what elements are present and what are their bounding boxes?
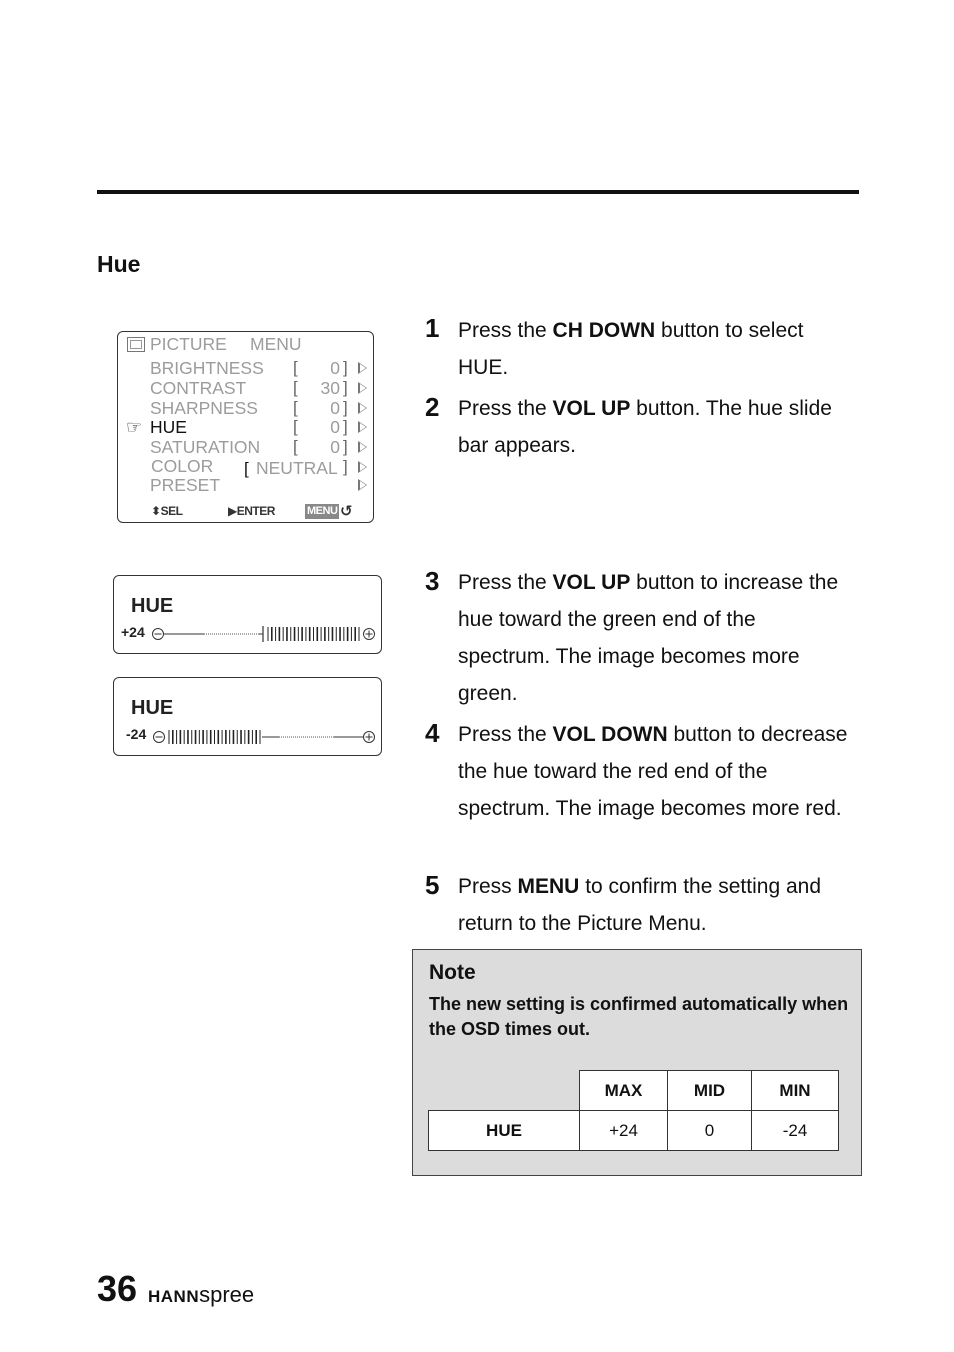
bracket-left-icon: [	[244, 459, 249, 478]
table-header-row	[429, 1071, 839, 1111]
step-text	[458, 390, 853, 464]
osd-row-color	[118, 457, 373, 477]
bracket-right-icon: ]	[343, 358, 348, 377]
triangle-right-icon	[358, 461, 367, 473]
osd-menu-title-menu: MENU	[250, 334, 302, 354]
section-title: Hue	[97, 251, 141, 277]
hue-bar-value: +24	[121, 624, 145, 640]
bracket-right-icon: ]	[343, 417, 348, 436]
bracket-right-icon: ]	[343, 457, 348, 476]
note-box	[412, 949, 862, 1176]
step-pre: Press the	[458, 397, 553, 420]
step-pre: Press the	[458, 723, 553, 746]
bracket-left-icon: [	[293, 378, 298, 397]
triangle-right-icon	[358, 421, 367, 433]
note-title: Note	[429, 961, 476, 984]
step-number: 2	[425, 392, 440, 422]
osd-row-brightness	[118, 358, 373, 378]
table-row	[429, 1111, 839, 1151]
step-text	[458, 868, 853, 942]
triangle-right-icon	[358, 479, 367, 491]
table-row-label: HUE	[429, 1111, 580, 1151]
osd-row-sharpness	[118, 398, 373, 418]
step-text	[458, 716, 853, 827]
table-header-cell: MIN	[752, 1071, 839, 1111]
note-text: The new setting is confirmed automatically when the OSD times out.	[429, 994, 849, 1039]
step-key: CH DOWN	[552, 319, 656, 342]
osd-footer-sel-label: SEL	[160, 504, 183, 518]
osd-menu-title-picture: PICTURE	[150, 334, 227, 354]
osd-row-value: 30	[320, 378, 340, 398]
osd-row-label: SATURATION	[150, 437, 261, 457]
bracket-left-icon: [	[293, 398, 298, 417]
triangle-right-icon	[358, 382, 367, 394]
step-post: button to decrease the hue toward the red end of the spectrum. The image becomes more red.	[458, 723, 848, 820]
step-key: VOL UP	[552, 571, 631, 594]
hue-bar-label: HUE	[131, 595, 174, 617]
osd-row-preset	[118, 475, 373, 495]
osd-row-label: COLOR	[151, 456, 214, 476]
step-pre: Press the	[458, 571, 553, 594]
osd-row-value: 0	[330, 417, 340, 437]
step-post: to confirm the setting and return to the Picture Menu.	[458, 875, 821, 935]
minus-circle-icon	[154, 732, 165, 743]
hue-slide-bar-max	[113, 575, 382, 654]
step-text	[458, 312, 853, 386]
plus-circle-icon	[364, 629, 375, 640]
table-header-cell: MAX	[580, 1071, 668, 1111]
step-text	[458, 564, 853, 712]
step-pre: Press the	[458, 319, 553, 342]
bracket-left-icon: [	[293, 437, 298, 456]
step-post: button to increase the hue toward the green end of the spectrum. The image becomes more green.	[458, 571, 839, 705]
step-number: 4	[425, 718, 440, 748]
hue-range-table	[428, 1070, 839, 1151]
bracket-left-icon: [	[293, 358, 298, 377]
step-number: 5	[425, 870, 440, 900]
bracket-right-icon: ]	[343, 437, 348, 456]
osd-row-label: PRESET	[150, 475, 221, 495]
step-pre: Press	[458, 875, 518, 898]
table-cell: -24	[752, 1111, 839, 1151]
osd-row-label: HUE	[150, 417, 187, 437]
step-post: button to select HUE.	[458, 319, 804, 379]
hue-slide-bar-min	[113, 677, 382, 756]
brand-logo	[148, 1282, 254, 1308]
pointing-hand-icon: ☞	[126, 417, 143, 437]
table-cell: +24	[580, 1111, 668, 1151]
osd-row-saturation	[118, 437, 373, 457]
hue-level-ticks	[268, 627, 359, 641]
osd-row-label: CONTRAST	[150, 378, 247, 398]
osd-picture-menu	[117, 331, 374, 523]
triangle-right-icon	[358, 441, 367, 453]
step-key: VOL UP	[552, 397, 631, 420]
hue-bar-graphic-max	[114, 576, 383, 655]
play-arrow-icon: ▶	[228, 504, 237, 518]
plus-circle-icon	[364, 732, 375, 743]
osd-footer-enter	[228, 504, 275, 518]
hue-bar-value: -24	[126, 726, 147, 742]
bracket-left-icon: [	[293, 417, 298, 436]
osd-footer-enter-label: ENTER	[236, 504, 275, 518]
up-down-arrows-icon: ⬍	[151, 504, 161, 518]
osd-footer-sel	[151, 504, 182, 518]
osd-row-value: 0	[330, 398, 340, 418]
brand-rest: spree	[199, 1282, 255, 1307]
bracket-right-icon: ]	[343, 378, 348, 397]
brand-bold: HANN	[148, 1287, 200, 1306]
header-rule	[97, 190, 859, 194]
page-number: 36	[97, 1268, 138, 1309]
hue-bar-label: HUE	[131, 697, 174, 719]
step-key: MENU	[517, 875, 580, 898]
osd-row-value: 0	[330, 437, 340, 457]
osd-footer-menu: MENU	[307, 505, 338, 517]
table-empty-cell	[429, 1071, 580, 1111]
osd-row-label: BRIGHTNESS	[150, 358, 264, 378]
osd-row-contrast	[118, 378, 373, 398]
osd-row-value: 0	[330, 358, 340, 378]
osd-row-hue	[118, 417, 373, 437]
table-header-cell: MID	[668, 1071, 752, 1111]
triangle-right-icon	[358, 402, 367, 414]
table-cell: 0	[668, 1111, 752, 1151]
step-number: 1	[425, 313, 440, 343]
step-post: button. The hue slide bar appears.	[458, 397, 832, 457]
hue-bar-graphic-min	[114, 678, 383, 757]
return-arrow-icon: ↺	[340, 503, 353, 520]
bracket-right-icon: ]	[343, 398, 348, 417]
step-number: 3	[425, 566, 440, 596]
step-key: VOL DOWN	[552, 723, 668, 746]
osd-row-label: SHARPNESS	[150, 398, 258, 418]
triangle-right-icon	[358, 362, 367, 374]
minus-circle-icon	[153, 629, 164, 640]
picture-icon	[127, 337, 145, 352]
hue-level-ticks	[169, 730, 260, 744]
osd-row-value: NEUTRAL	[256, 458, 338, 478]
